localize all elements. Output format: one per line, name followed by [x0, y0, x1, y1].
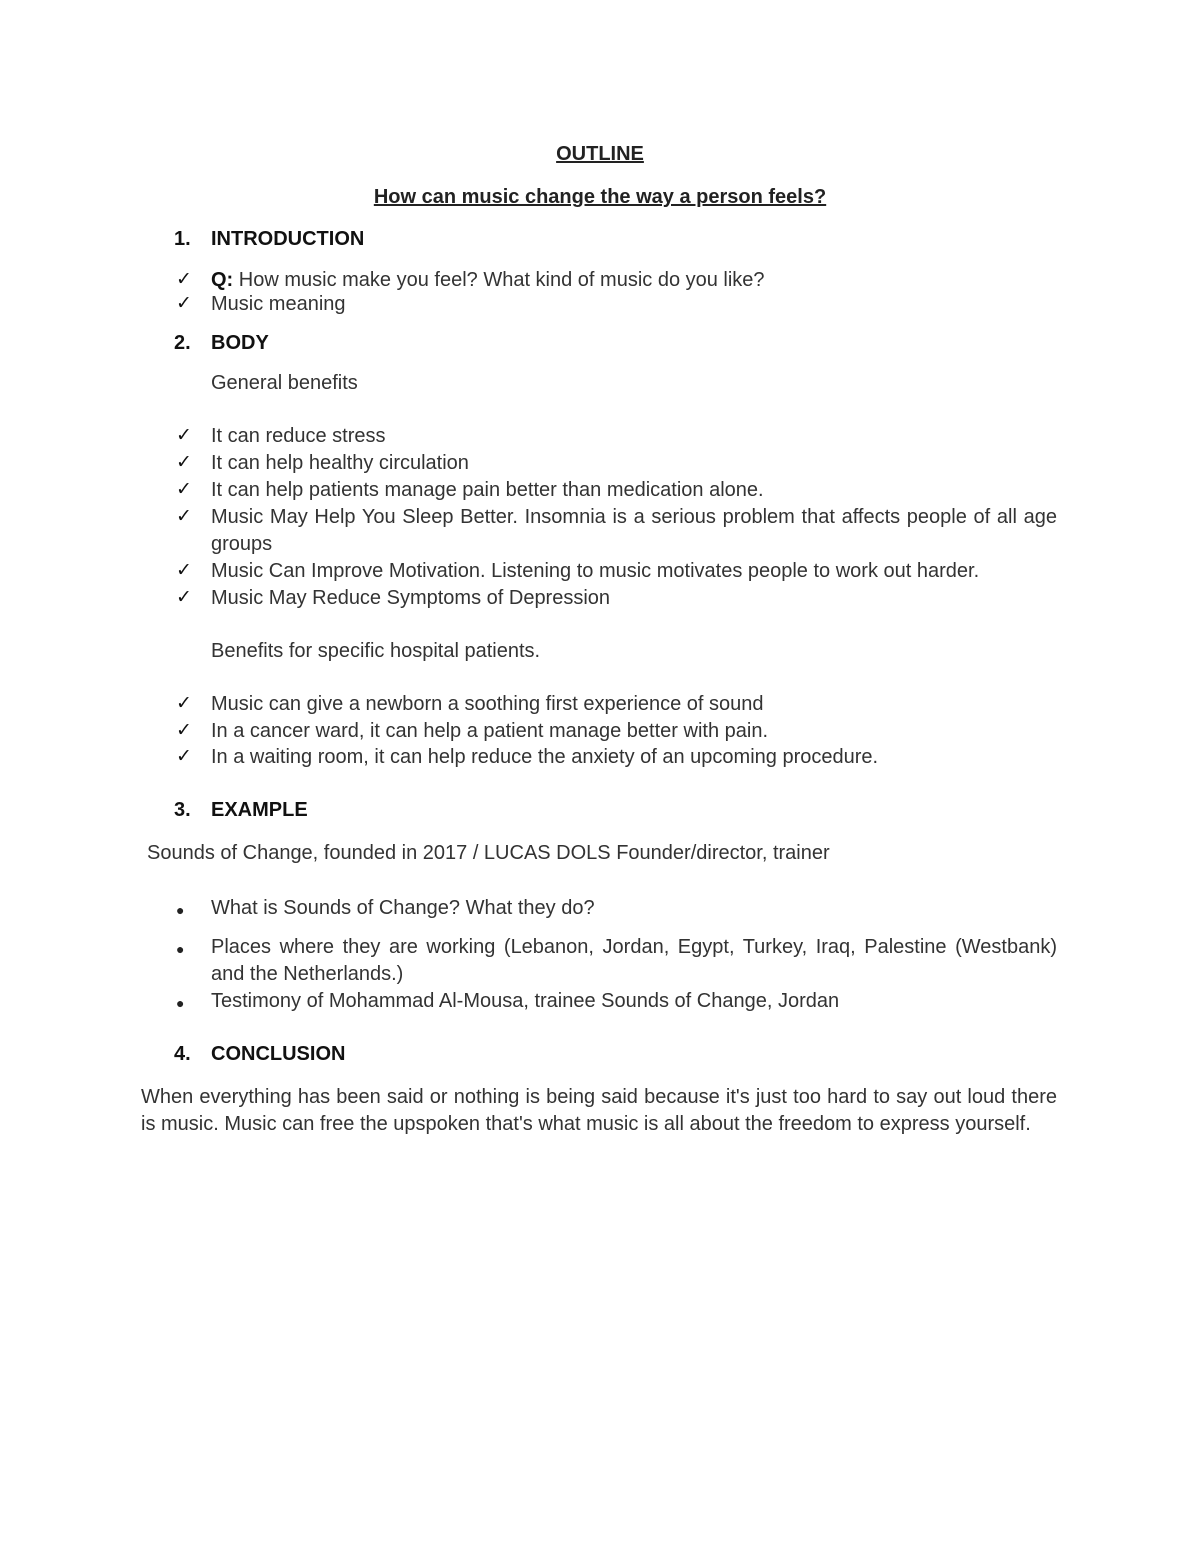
section-heading-example: EXAMPLE: [211, 799, 308, 821]
document-subtitle: How can music change the way a person feels?: [373, 186, 827, 208]
bullet-icon: ●: [176, 902, 185, 918]
bullet-icon: ●: [176, 995, 185, 1011]
checkmark-icon: ✓: [176, 293, 192, 314]
document-title: OUTLINE: [556, 143, 644, 165]
list-item: Testimony of Mohammad Al-Mousa, trainee Sounds of Change, Jordan: [211, 990, 840, 1012]
checkmark-icon: ✓: [176, 746, 192, 767]
list-item: What is Sounds of Change? What they do?: [211, 897, 595, 919]
list-item: Music can give a newborn a soothing first experience of sound: [211, 693, 764, 715]
section-heading-body: BODY: [211, 332, 269, 354]
list-item: Music meaning: [211, 293, 346, 315]
section-heading-conclusion: CONCLUSION: [211, 1043, 346, 1065]
section-heading-introduction: INTRODUCTION: [211, 228, 365, 250]
checkmark-icon: ✓: [176, 587, 192, 608]
subheading-general-benefits: General benefits: [211, 372, 358, 394]
checkmark-icon: ✓: [176, 269, 192, 290]
conclusion-paragraph: When everything has been said or nothing is being said because it's just too hard to say out loud there is music. Music can free the upspoken that's what music is all about the freedom to express yourself.: [141, 1086, 1057, 1135]
section-number: 1.: [174, 228, 191, 250]
list-item: Music May Reduce Symptoms of Depression: [211, 587, 611, 609]
question-text: How music make you feel? What kind of music do you like?: [233, 269, 765, 291]
checkmark-icon: ✓: [176, 452, 192, 473]
list-item: Music May Help You Sleep Better. Insomnia is a serious problem that affects people of all age groups: [211, 506, 1057, 555]
list-item: It can help healthy circulation: [211, 452, 469, 474]
list-item: It can reduce stress: [211, 425, 386, 447]
checkmark-icon: ✓: [176, 560, 192, 581]
list-item: [211, 267, 765, 293]
section-number: 3.: [174, 799, 191, 821]
section-number: 2.: [174, 332, 191, 354]
question-label: Q:: [211, 269, 234, 291]
example-intro: Sounds of Change, founded in 2017 / LUCAS DOLS Founder/director, trainer: [147, 842, 830, 864]
list-item: Music Can Improve Motivation. Listening to music motivates people to work out harder.: [211, 560, 980, 582]
list-item: In a cancer ward, it can help a patient manage better with pain.: [211, 720, 769, 742]
subheading-hospital-benefits: Benefits for specific hospital patients.: [211, 640, 541, 662]
checkmark-icon: ✓: [176, 425, 192, 446]
list-item: In a waiting room, it can help reduce the anxiety of an upcoming procedure.: [211, 746, 879, 768]
checkmark-icon: ✓: [176, 479, 192, 500]
checkmark-icon: ✓: [176, 693, 192, 714]
checkmark-icon: ✓: [176, 506, 192, 527]
section-number: 4.: [174, 1043, 191, 1065]
checkmark-icon: ✓: [176, 720, 192, 741]
list-item: It can help patients manage pain better than medication alone.: [211, 479, 764, 501]
bullet-icon: ●: [176, 941, 185, 957]
list-item: Places where they are working (Lebanon, Jordan, Egypt, Turkey, Iraq, Palestine (Westbank) and the Netherlands.): [211, 936, 1057, 985]
